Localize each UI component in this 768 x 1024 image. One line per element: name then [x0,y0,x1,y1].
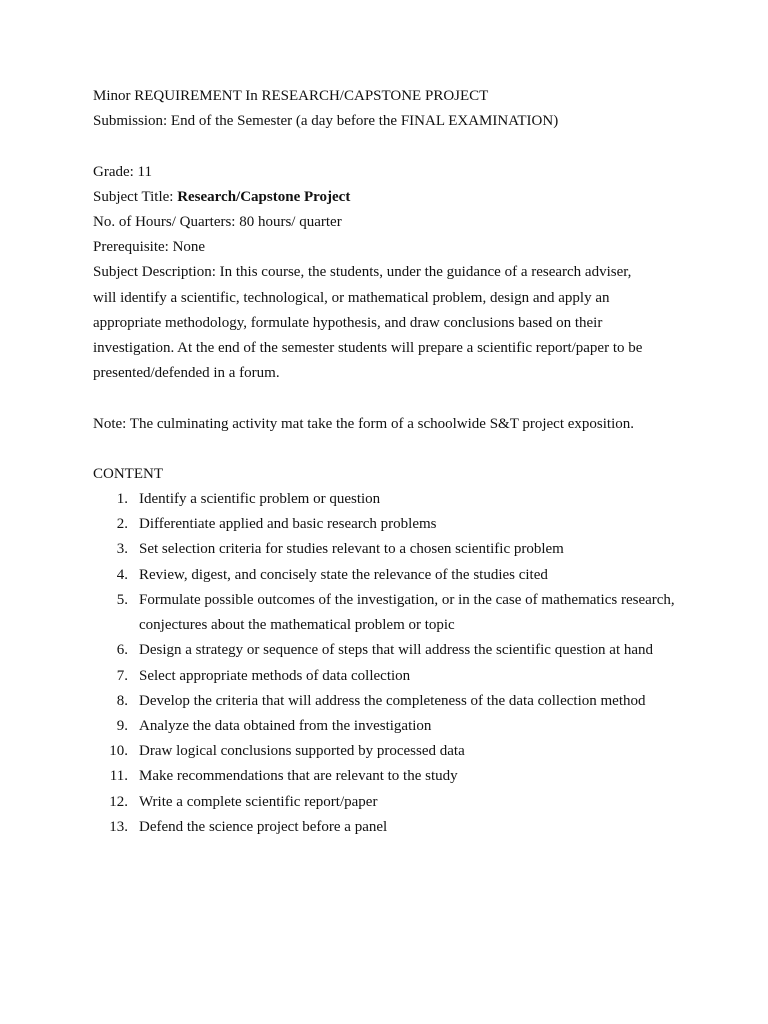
list-item-number: 7. [116,667,128,684]
list-item [93,537,739,562]
submission-line: Submission: End of the Semester (a day before the FINAL EXAMINATION) [93,113,559,130]
blank-line [93,437,693,462]
list-item [93,563,739,588]
subject-title-line [93,185,693,210]
list-item-number: 8. [116,692,128,709]
note-line: Note: The culminating activity mat take the form of a schoolwide S&T project exposition. [93,415,634,432]
list-item [93,815,739,840]
list-item-text: Draw logical conclusions supported by processed data [139,743,465,760]
list-item [93,714,739,739]
subject-title-label: Subject Title: [93,188,178,205]
list-item-number: 5. [116,591,128,608]
subject-title-value: Research/Capstone Project [177,188,351,205]
list-item-text: Develop the criteria that will address the completeness of the data collection method [139,692,646,709]
list-item-text: Defend the science project before a panel [139,818,388,835]
list-item-number: 9. [116,717,128,734]
document-title: Minor REQUIREMENT In RESEARCH/CAPSTONE PROJECT [93,88,489,104]
list-item-text: Set selection criteria for studies relevant to a chosen scientific problem [139,541,564,558]
content-list [93,487,693,840]
list-item-text: Write a complete scientific report/paper [139,793,378,810]
list-item-number: 3. [116,541,128,558]
list-item [93,764,739,789]
list-item-number: 10. [109,743,128,760]
list-item [93,512,739,537]
list-item-number: 6. [116,642,128,659]
list-item [93,638,739,663]
list-item-number: 1. [116,491,128,508]
list-item-text: Differentiate applied and basic research problems [139,516,437,533]
list-item [93,487,739,512]
list-item-text: Analyze the data obtained from the investigation [139,717,432,734]
list-item-text: Make recommendations that are relevant to the study [139,768,458,785]
list-item-text: Review, digest, and concisely state the relevance of the studies cited [139,566,548,583]
list-item-text: Design a strategy or sequence of steps that will address the scientific question at hand [139,642,654,659]
list-item [93,790,739,815]
list-item-number: 4. [116,566,128,583]
list-item-text: Formulate possible outcomes of the investigation, or in the case of mathematics research, conjectures about the mathematical problem or topic [139,591,675,634]
list-item-text: Select appropriate methods of data collection [139,667,411,684]
list-item-number: 12. [109,793,128,810]
list-item [93,588,739,638]
list-item [93,689,739,714]
prerequisite-line: Prerequisite: None [93,239,206,256]
hours-line: No. of Hours/ Quarters: 80 hours/ quarter [93,213,342,230]
list-item-number: 13. [109,818,128,835]
content-heading: CONTENT [93,465,163,482]
list-item [93,739,739,764]
list-item-number: 11. [109,768,128,785]
blank-line [93,134,693,159]
document-page [93,84,693,840]
list-item [93,664,739,689]
list-item-number: 2. [116,516,128,533]
blank-line [93,386,693,411]
subject-description: Subject Description: In this course, the students, under the guidance of a research adviser, will identify a scientific, technological, or mathematical problem, design and apply an appropriate methodology, formulate hypothesis, and draw conclusions based on their investigation. At the end of the semester students will prepare a scientific report/paper to be presented/defended in a forum. [93,264,643,382]
grade-line: Grade: 11 [93,163,153,180]
list-item-text: Identify a scientific problem or question [139,491,381,508]
